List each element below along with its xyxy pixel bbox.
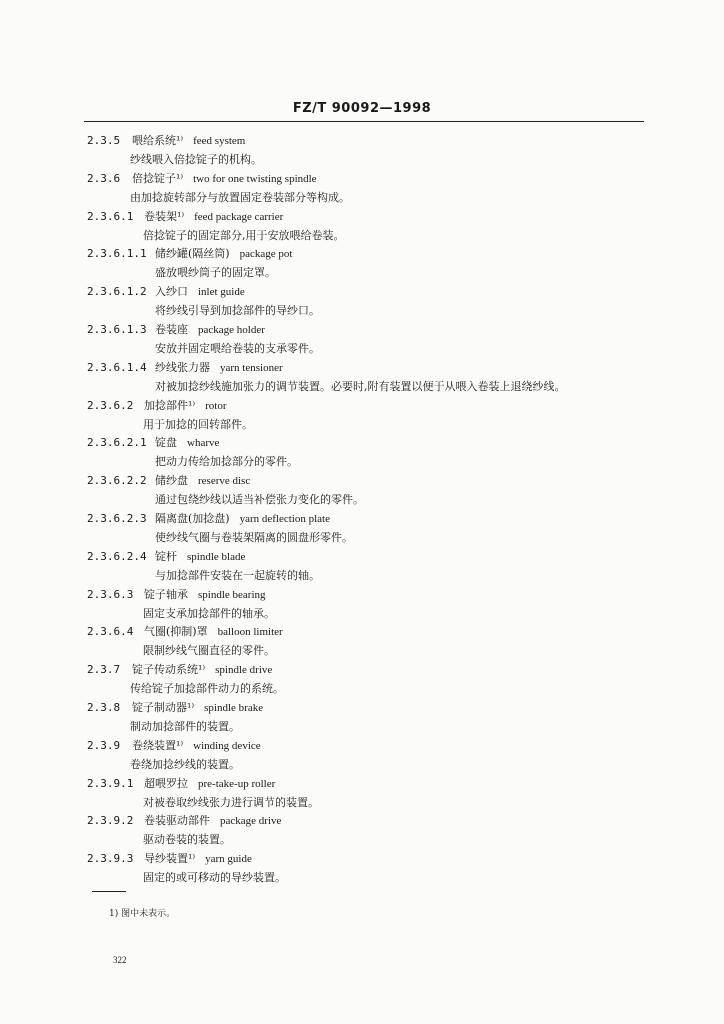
entry-number: 2.3.9.1 [87,777,134,790]
term-english: spindle bearing [198,589,266,601]
page-header-code: FZ/T 90092—1998 [292,101,432,116]
entry-term [155,512,330,526]
entry-definition: 倍捻锭子的固定部分,用于安放喂给卷装。 [143,229,345,242]
entry-number: 2.3.9 [87,739,121,752]
term-english: reserve disc [198,475,251,487]
entry-term [155,361,283,375]
entry-definition: 用于加捻的回转部件。 [143,418,253,431]
term-chinese: 超喂罗拉 [144,777,188,790]
header-rule [84,121,644,122]
entry-number: 2.3.6.1.3 [87,323,147,336]
term-chinese: 储纱盘 [155,474,188,487]
term-english: wharve [187,437,220,449]
term-english: yarn deflection plate [239,513,330,525]
term-chinese: 气圈(抑制)罩 [144,625,208,638]
entry-term [155,550,245,564]
term-chinese: 导纱装置¹⁾ [144,852,196,865]
term-chinese: 卷绕装置¹⁾ [132,739,184,752]
entry-definition: 纱线喂入倍捻锭子的机构。 [130,153,262,166]
entry-number: 2.3.6.4 [87,625,134,638]
entry-definition: 对被卷取纱线张力进行调节的装置。 [143,796,319,809]
term-english: package pot [239,248,293,260]
entry-term [132,663,272,677]
entry-term [155,474,250,488]
entry-term [144,852,252,866]
term-english: package drive [220,815,282,827]
entry-number: 2.3.6.2.1 [87,436,147,449]
entry-term [144,777,275,791]
entry-definition: 对被加捻纱线施加张力的调节装置。必要时,附有装置以便于从喂入卷装上退绕纱线。 [155,380,566,393]
entry-term [155,323,265,337]
entry-number: 2.3.7 [87,663,121,676]
entry-definition: 使纱线气圈与卷装架隔离的圆盘形零件。 [155,531,353,544]
term-chinese: 卷装架¹⁾ [144,210,185,223]
entry-number: 2.3.6.1.4 [87,361,147,374]
entry-definition: 通过包绕纱线以适当补偿张力变化的零件。 [155,493,364,506]
entry-number: 2.3.6.2.2 [87,474,147,487]
entry-definition: 传给锭子加捻部件动力的系统。 [130,682,284,695]
entry-definition: 固定支承加捻部件的轴承。 [143,607,275,620]
entry-number: 2.3.6.1 [87,210,134,223]
term-chinese: 喂给系统¹⁾ [132,134,184,147]
entry-definition: 将纱线引导到加捻部件的导纱口。 [155,304,320,317]
term-english: rotor [205,400,227,412]
entry-definition: 固定的或可移动的导纱装置。 [143,871,286,884]
term-english: spindle drive [215,664,273,676]
entry-number: 2.3.6.3 [87,588,134,601]
entry-term [155,247,292,261]
term-chinese: 锭杆 [155,550,177,563]
entry-term [132,172,317,186]
footnote-rule [92,891,126,892]
term-chinese: 锭子制动器¹⁾ [132,701,195,714]
entry-term [132,739,261,753]
term-english: yarn guide [205,853,252,865]
entry-number: 2.3.6.1.2 [87,285,147,298]
entry-definition: 制动加捻部件的装置。 [130,720,240,733]
term-chinese: 锭盘 [155,436,177,449]
entry-term [144,814,281,828]
entry-term [144,625,283,639]
entry-number: 2.3.6.2.3 [87,512,147,525]
entry-term [144,399,227,413]
term-chinese: 卷装驱动部件 [144,814,210,827]
entry-definition: 卷绕加捻纱线的装置。 [130,758,240,771]
term-chinese: 储纱罐(隔丝筒) [155,247,230,260]
entry-term [155,285,245,299]
term-chinese: 纱线张力器 [155,361,210,374]
term-chinese: 锭子轴承 [144,588,188,601]
term-english: balloon limiter [217,626,283,638]
term-chinese: 锭子传动系统¹⁾ [132,663,206,676]
entry-term [144,210,283,224]
page-number: 322 [113,955,127,965]
entry-definition: 由加捻旋转部分与放置固定卷装部分等构成。 [130,191,350,204]
term-english: yarn tensioner [220,362,283,374]
term-chinese: 加捻部件¹⁾ [144,399,196,412]
entry-number: 2.3.9.3 [87,852,134,865]
term-chinese: 卷装座 [155,323,188,336]
term-english: spindle blade [187,551,246,563]
term-english: package holder [198,324,265,336]
entry-term [132,134,245,148]
entry-number: 2.3.6.1.1 [87,247,147,260]
term-english: two for one twisting spindle [193,173,317,185]
entry-number: 2.3.6 [87,172,121,185]
term-english: feed system [193,135,246,147]
entry-definition: 驱动卷装的装置。 [143,833,231,846]
entry-definition: 盛放喂纱筒子的固定罩。 [155,266,276,279]
entry-number: 2.3.9.2 [87,814,134,827]
entry-definition: 把动力传给加捻部分的零件。 [155,455,298,468]
entry-number: 2.3.6.2.4 [87,550,147,563]
entry-number: 2.3.6.2 [87,399,134,412]
term-english: pre-take-up roller [198,778,276,790]
entry-term [144,588,266,602]
term-english: inlet guide [198,286,245,298]
term-chinese: 隔离盘(加捻盘) [155,512,230,525]
footnote: 1) 图中未表示。 [109,909,176,919]
term-chinese: 入纱口 [155,285,188,298]
entry-definition: 安放并固定喂给卷装的支承零件。 [155,342,320,355]
entry-number: 2.3.5 [87,134,121,147]
term-english: feed package carrier [194,211,284,223]
entry-term [155,436,219,450]
term-chinese: 倍捻锭子¹⁾ [132,172,184,185]
entry-definition: 与加捻部件安装在一起旋转的轴。 [155,569,320,582]
entry-term [132,701,263,715]
term-english: spindle brake [204,702,264,714]
entry-definition: 限制纱线气圈直径的零件。 [143,644,275,657]
term-english: winding device [193,740,261,752]
entry-number: 2.3.8 [87,701,121,714]
